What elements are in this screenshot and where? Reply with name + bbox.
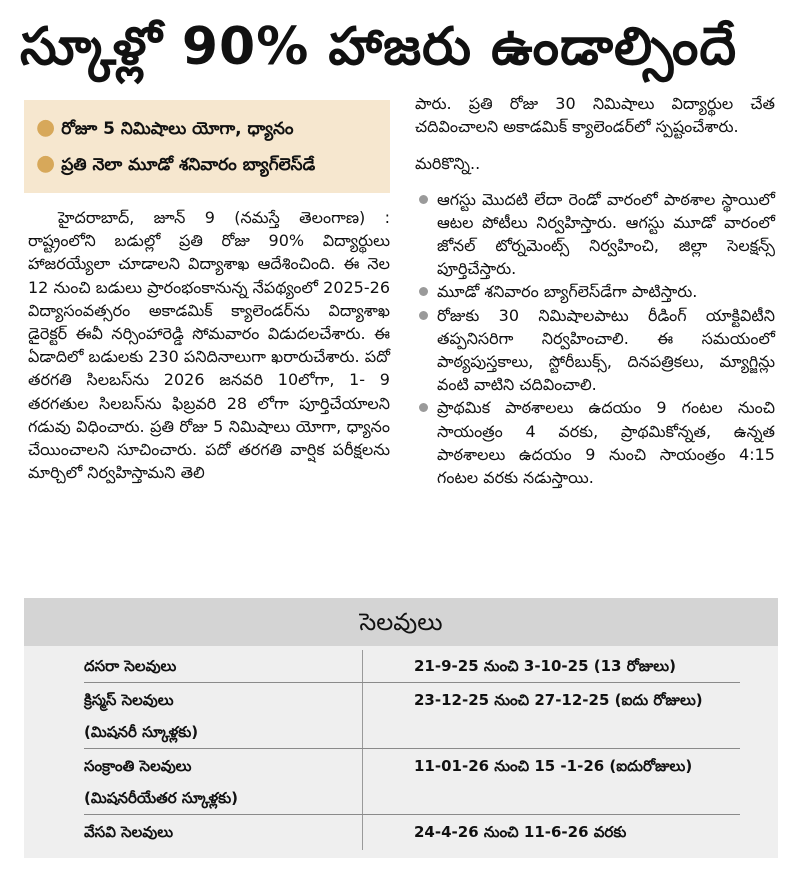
holiday-name: దసరా సెలవులు: [84, 657, 177, 675]
headline: స్కూళ్లో 90% హాజరు ఉండాల్సిందే: [20, 17, 738, 77]
holiday-note: (మిషనరీ స్కూళ్లకు): [84, 723, 199, 741]
article-paragraph: హైదరాబాద్, జూన్ 9 (నమస్తే తెలంగాణ) : రాష్ట్రంలోని బడుల్లో ప్రతి రోజు 90% విద్యార్థులు హాజరయ్యేలా చూడాలని విద్యాశాఖ ఆదేశించింది. ఈ నెల 12 నుంచి బడులు ప్రారంభంకానున్న నేపథ్యంలో 2025-26 విద్యాసంవత్సరం అకాడమిక్ క్యాలెండర్‌ను విద్యాశాఖ డైరెక్టర్ ఈవీ నర్సింహారెడ్డి సోమవారం విడుదలచేశారు. ఈ ఏడాదిలో బడులకు 230 పనిదినాలుగా ఖరారుచేశారు. పదో తరగతి సిలబస్‌ను 2026 జనవరి 10లోగా, 1- 9 తరగతుల సిలబస్‌ను ఫిబ్రవరి 28 లోగా పూర్తిచేయాలని గడువు విధించారు. ప్రతి రోజు 5 నిమిషాలు యోగా, ధ్యానం చేయించాలని సూచించారు. పదో తరగతి వార్షిక పరీక్షలను మార్చిలో నిర్వహిస్తామని తెలి: [28, 208, 390, 483]
bullet-item: ఆగస్టు మొదటి లేదా రెండో వారంలో పాఠశాల స్థాయిలో ఆటల పోటీలు నిర్వహిస్తారు. ఆగస్టు మూడో వారంలో జోనల్ టోర్నమెంట్స్ నిర్వహించి, జిల్లా సెలక్షన్స్ పూర్తిచేస్తారు.: [415, 188, 775, 281]
bullet-item: మూడో శనివారం బ్యాగ్‌లెస్‌డేగా పాటిస్తారు.: [415, 280, 775, 303]
highlight-item: [36, 116, 294, 141]
highlight-text: ప్రతి నెలా మూడో శనివారం బ్యాగ్‌లెస్‌డే: [61, 155, 316, 175]
highlights-box: [24, 100, 390, 193]
bullet-icon: ●: [36, 151, 56, 176]
holiday-row: [84, 684, 740, 716]
holiday-row-note: [84, 716, 740, 749]
holiday-row: [84, 816, 740, 848]
holiday-name: వేసవి సెలవులు: [84, 823, 174, 841]
holiday-row: [84, 650, 740, 683]
holiday-row-note: [84, 782, 740, 815]
holidays-title: సెలవులు: [24, 598, 778, 646]
more-subheading: మరికొన్ని..: [415, 154, 481, 174]
article-left-column: [28, 206, 390, 484]
highlight-text: రోజూ 5 నిమిషాలు యోగా, ధ్యానం: [61, 119, 294, 139]
holiday-dates: 23-12-25 నుంచి 27-12-25 (ఐదు రోజులు): [414, 691, 703, 709]
top-cut-text-strip: [0, 0, 800, 8]
holiday-note: (మిషనరీయేతర స్కూళ్లకు): [84, 789, 238, 807]
holiday-dates: 24-4-26 నుంచి 11-6-26 వరకు: [414, 823, 627, 841]
holiday-dates: 21-9-25 నుంచి 3-10-25 (13 రోజులు): [414, 657, 676, 675]
holiday-row: [84, 750, 740, 782]
highlight-item: [36, 152, 315, 177]
article-right-column: [415, 92, 775, 489]
bullet-item: రోజుకు 30 నిమిషాలపాటు రీడింగ్ యాక్టివిటీని తప్పనిసరిగా నిర్వహించాలి. ఈ సమయంలో పాఠ్యపుస్తకాలు, స్టోరీబుక్స్, దినపత్రికలు, మ్యాగ్జిన్లు వంటి వాటిని చదివించాలి.: [415, 304, 775, 397]
bullet-item: ప్రాథమిక పాఠశాలలు ఉదయం 9 గంటల నుంచి సాయంత్రం 4 వరకు, ప్రాథమికోన్నత, ఉన్నత పాఠశాలలు ఉదయం 9 నుంచి సాయంత్రం 4:15 గంటల వరకు నడుస్తాయి.: [415, 396, 775, 489]
article-paragraph-continued: పారు. ప్రతి రోజు 30 నిమిషాలు విద్యార్థుల చేత చదివించాలని అకాడమిక్ క్యాలెండర్‌లో స్పష్టంచేశారు.: [415, 94, 775, 137]
holiday-name: సంక్రాంతి సెలవులు: [84, 757, 192, 775]
bullet-icon: ●: [36, 115, 56, 140]
holidays-table: [24, 598, 778, 858]
holiday-name: క్రిస్మస్ సెలవులు: [84, 691, 174, 709]
holiday-dates: 11-01-26 నుంచి 15 -1-26 (ఐదురోజులు): [414, 757, 693, 775]
